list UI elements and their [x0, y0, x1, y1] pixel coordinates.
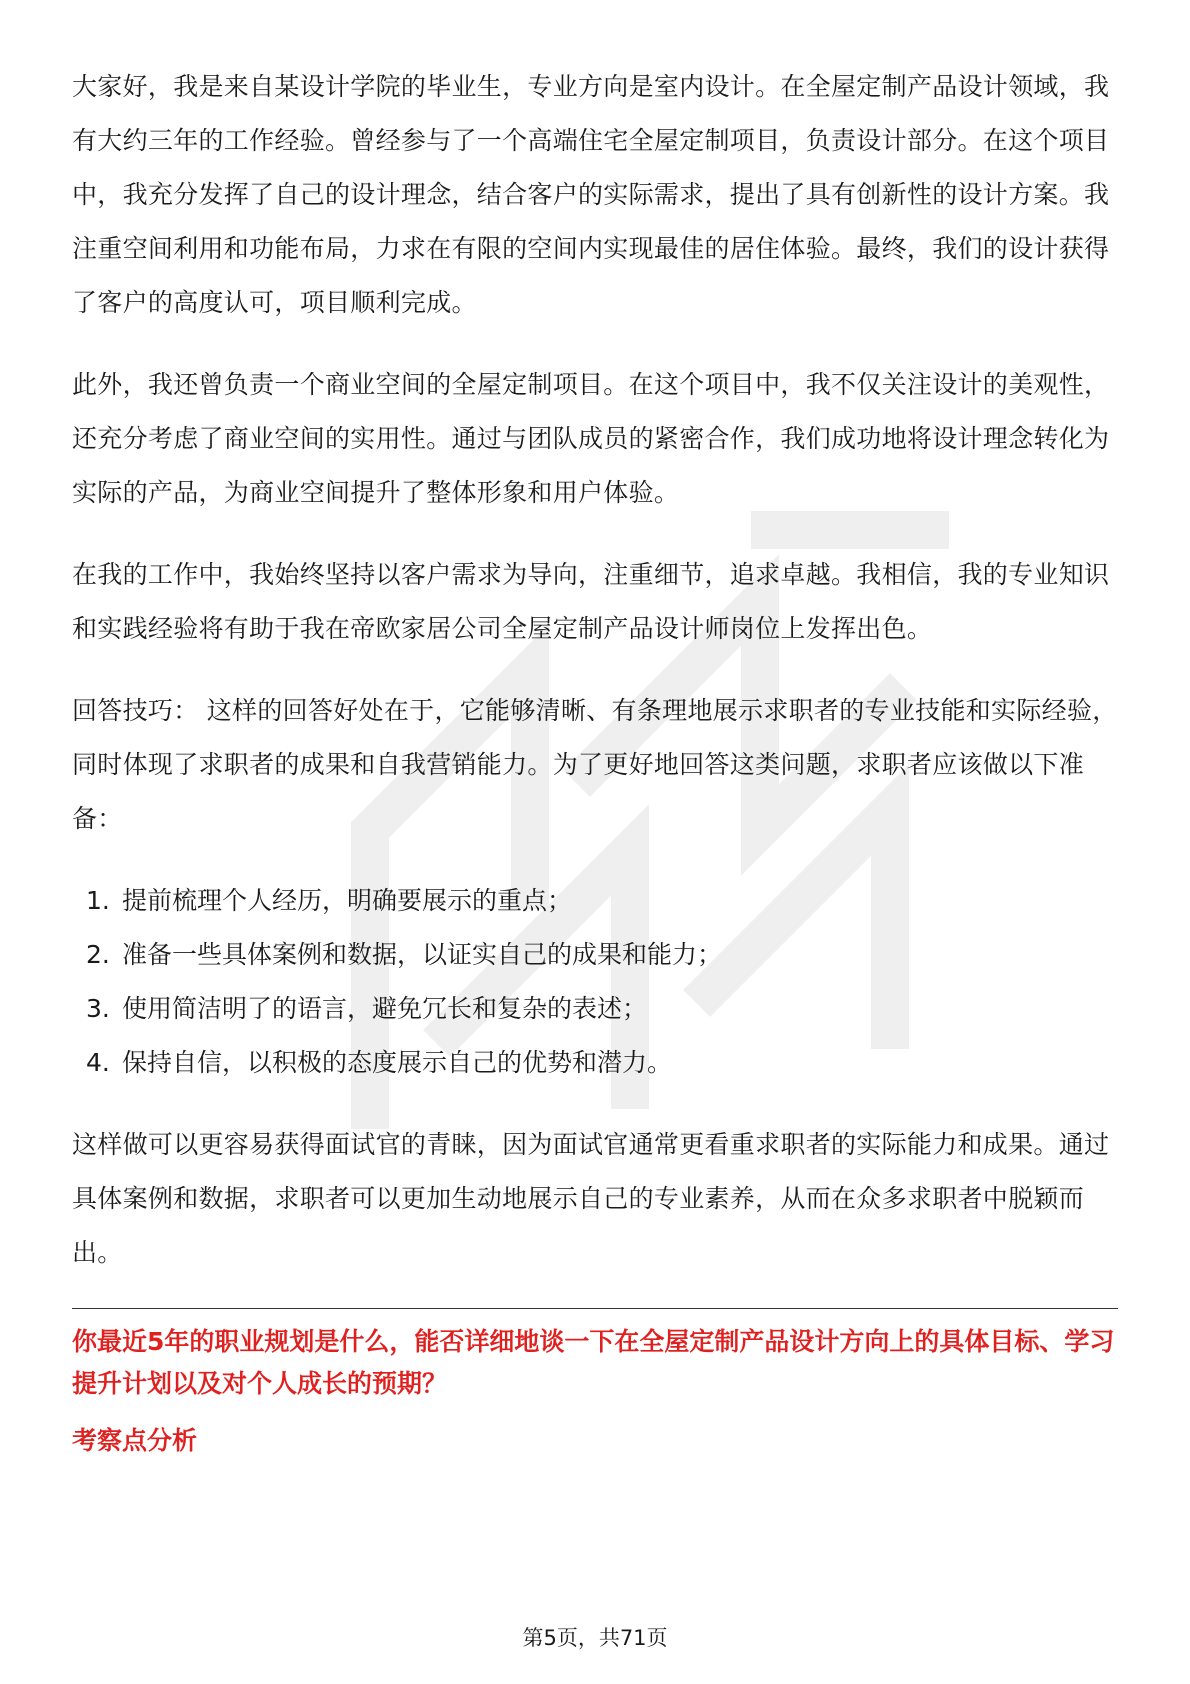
- list-item-number: 1.: [86, 886, 110, 915]
- paragraph-commercial-project: 此外，我还曾负责一个商业空间的全屋定制项目。在这个项目中，我不仅关注设计的美观性，还充分考虑了商业空间的实用性。通过与团队成员的紧密合作，我们成功地将设计理念转化为实际的产品，为商业空间提升了整体形象和用户体验。: [72, 370, 1110, 507]
- list-item-text: 保持自信，以积极的态度展示自己的优势和潜力。: [122, 1048, 673, 1077]
- paragraph-answer-tips: 回答技巧： 这样的回答好处在于，它能够清晰、有条理地展示求职者的专业技能和实际经验，同时体现了求职者的成果和自我营销能力。为了更好地回答这类问题，求职者应该做以下准备：: [72, 696, 1118, 833]
- section-divider: [72, 1308, 1118, 1309]
- list-item-text: 使用简洁明了的语言，避免冗长和复杂的表述；: [122, 994, 648, 1023]
- list-item-text: 准备一些具体案例和数据，以证实自己的成果和能力；: [122, 940, 723, 969]
- list-item-number: 3.: [86, 994, 110, 1023]
- list-item-text: 提前梳理个人经历，明确要展示的重点；: [122, 886, 573, 915]
- list-item-number: 4.: [86, 1048, 110, 1077]
- list-item: [72, 874, 1118, 928]
- section-title: 考察点分析: [72, 1426, 198, 1455]
- paragraph-work-attitude: 在我的工作中，我始终坚持以客户需求为导向，注重细节，追求卓越。我相信，我的专业知识和实践经验将有助于我在帝欧家居公司全屋定制产品设计师岗位上发挥出色。: [72, 560, 1110, 643]
- list-item: [72, 982, 1118, 1036]
- paragraph-closing: 这样做可以更容易获得面试官的青睐，因为面试官通常更看重求职者的实际能力和成果。通过具体案例和数据，求职者可以更加生动地展示自己的专业素养，从而在众多求职者中脱颖而出。: [72, 1130, 1110, 1267]
- list-item: [72, 928, 1118, 982]
- paragraph-intro: 大家好，我是来自某设计学院的毕业生，专业方向是室内设计。在全屋定制产品设计领域，我有大约三年的工作经验。曾经参与了一个高端住宅全屋定制项目，负责设计部分。在这个项目中，我充分发挥了自己的设计理念，结合客户的实际需求，提出了具有创新性的设计方案。我注重空间利用和功能布局，力求在有限的空间内实现最佳的居住体验。最终，我们的设计获得了客户的高度认可，项目顺利完成。: [72, 72, 1110, 317]
- page-number-footer: 第5页，共71页: [522, 1626, 668, 1650]
- document-body: [72, 60, 1118, 1461]
- preparation-list: [72, 874, 1118, 1090]
- interview-question: 你最近5年的职业规划是什么，能否详细地谈一下在全屋定制产品设计方向上的具体目标、学习提升计划以及对个人成长的预期？: [72, 1327, 1115, 1398]
- list-item-number: 2.: [86, 940, 110, 969]
- list-item: [72, 1036, 1118, 1090]
